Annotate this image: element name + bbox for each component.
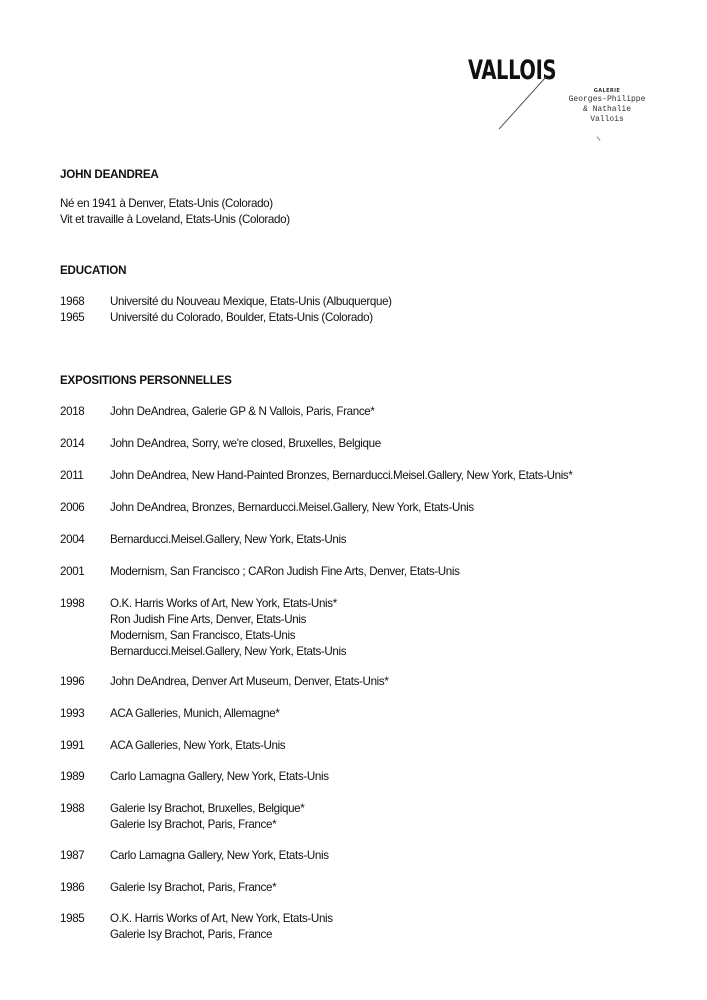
- logo-wordmark: VALLOIS: [468, 55, 557, 86]
- entry-year: 2004: [60, 533, 85, 546]
- logo-subtitle: [552, 88, 662, 125]
- logo-owners-line-1: Georges-Philippe: [568, 95, 646, 104]
- artist-name-heading: JOHN DEANDREA: [60, 168, 159, 181]
- logo-tick-mark: [597, 136, 601, 140]
- entry-line: Bernarducci.Meisel.Gallery, New York, Etats-Unis: [110, 533, 347, 546]
- entry-year: 2018: [60, 405, 85, 418]
- entry-year: 1965: [60, 311, 85, 324]
- entry-line: Galerie Isy Brachot, Paris, France: [110, 928, 273, 941]
- entry-line: Carlo Lamagna Gallery, New York, Etats-Unis: [110, 849, 329, 862]
- bio-birth-line: Né en 1941 à Denver, Etats-Unis (Colorado): [60, 197, 273, 210]
- entry-line: Galerie Isy Brachot, Paris, France*: [110, 881, 277, 894]
- entry-year: 2014: [60, 437, 85, 450]
- entry-year: 1988: [60, 802, 85, 815]
- entry-year: 1991: [60, 739, 85, 752]
- entry-line: Université du Nouveau Mexique, Etats-Unis (Albuquerque): [110, 295, 392, 308]
- entry-line: Bernarducci.Meisel.Gallery, New York, Etats-Unis: [110, 645, 347, 658]
- entry-year: 1987: [60, 849, 85, 862]
- gallery-logo: [460, 40, 700, 150]
- entry-line: John DeAndrea, Sorry, we're closed, Bruxelles, Belgique: [110, 437, 381, 450]
- entry-line: Modernism, San Francisco ; CARon Judish Fine Arts, Denver, Etats-Unis: [110, 565, 460, 578]
- entry-year: 1996: [60, 675, 85, 688]
- entry-year: 1989: [60, 770, 85, 783]
- entry-year: 1986: [60, 881, 85, 894]
- bio-residence-line: Vit et travaille à Loveland, Etats-Unis (Colorado): [60, 213, 290, 226]
- entry-line: O.K. Harris Works of Art, New York, Etats-Unis: [110, 912, 333, 925]
- logo-owners-line-3: Vallois: [590, 115, 624, 124]
- entry-line: Modernism, San Francisco, Etats-Unis: [110, 629, 296, 642]
- solo-shows-heading: EXPOSITIONS PERSONNELLES: [60, 374, 232, 387]
- logo-owners-line-2: & Nathalie: [582, 105, 631, 114]
- entry-year: 1998: [60, 597, 85, 610]
- entry-line: Carlo Lamagna Gallery, New York, Etats-Unis: [110, 770, 329, 783]
- education-heading: EDUCATION: [60, 264, 127, 277]
- entry-line: Galerie Isy Brachot, Bruxelles, Belgique*: [110, 802, 305, 815]
- entry-year: 1993: [60, 707, 85, 720]
- entry-line: John DeAndrea, Galerie GP & N Vallois, Paris, France*: [110, 405, 375, 418]
- entry-line: John DeAndrea, Bronzes, Bernarducci.Meisel.Gallery, New York, Etats-Unis: [110, 501, 474, 514]
- entry-year: 1968: [60, 295, 85, 308]
- entry-line: ACA Galleries, New York, Etats-Unis: [110, 739, 286, 752]
- entry-year: 1985: [60, 912, 85, 925]
- entry-line: Galerie Isy Brachot, Paris, France*: [110, 818, 277, 831]
- entry-year: 2001: [60, 565, 85, 578]
- entry-line: Ron Judish Fine Arts, Denver, Etats-Unis: [110, 613, 307, 626]
- entry-line: John DeAndrea, Denver Art Museum, Denver, Etats-Unis*: [110, 675, 389, 688]
- entry-year: 2006: [60, 501, 85, 514]
- entry-year: 2011: [60, 469, 84, 482]
- entry-line: Université du Colorado, Boulder, Etats-Unis (Colorado): [110, 311, 373, 324]
- entry-line: O.K. Harris Works of Art, New York, Etats-Unis*: [110, 597, 337, 610]
- entry-line: John DeAndrea, New Hand-Painted Bronzes, Bernarducci.Meisel.Gallery, New York, Etats-Unis*: [110, 469, 573, 482]
- logo-galerie-label: GALERIE: [593, 88, 621, 94]
- entry-line: ACA Galleries, Munich, Allemagne*: [110, 707, 280, 720]
